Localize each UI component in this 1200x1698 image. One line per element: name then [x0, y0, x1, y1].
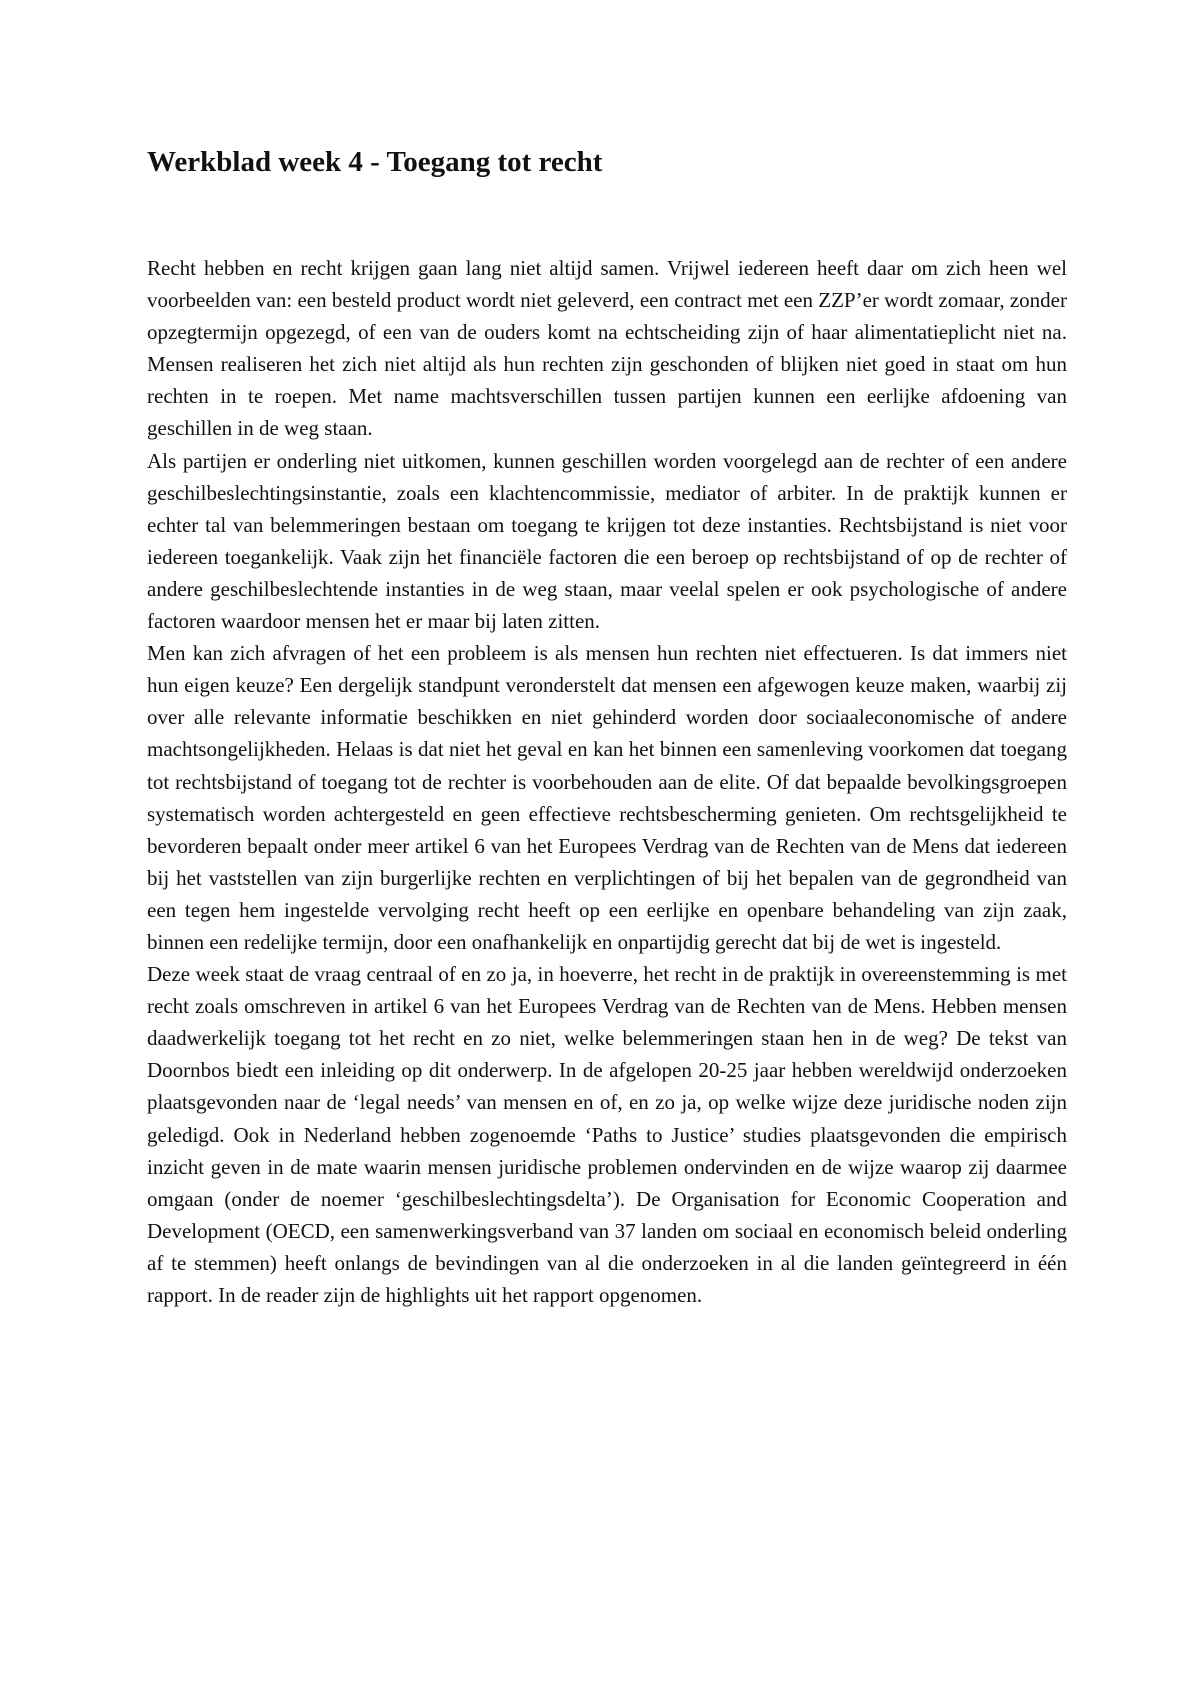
- paragraph-2: Als partijen er onderling niet uitkomen, kunnen geschillen worden voorgelegd aan de rechter of een andere geschilbeslechtingsinstantie, zoals een klachtencommissie, mediator of arbiter. In de praktijk kunnen er echter tal van belemmeringen bestaan om toegang te krijgen tot deze instanties. Rechtsbijstand is niet voor iedereen toegankelijk. Vaak zijn het financiële factoren die een beroep op rechtsbijstand of op de rechter of andere geschilbeslechtende instanties in de weg staan, maar veelal spelen er ook psychologische of andere factoren waardoor mensen het er maar bij laten zitten.: [147, 448, 1067, 634]
- paragraph-3: Men kan zich afvragen of het een probleem is als mensen hun rechten niet effectueren. Is dat immers niet hun eigen keuze? Een dergelijk standpunt veronderstelt dat mensen een afgewogen keuze maken, waarbij zij over alle relevante informatie beschikken en niet gehinderd worden door sociaaleconomische of andere machtsongelijkheden. Helaas is dat niet het geval en kan het binnen een samenleving voorkomen dat toegang tot rechtsbijstand of toegang tot de rechter is voorbehouden aan de elite. Of dat bepaalde bevolkingsgroepen systematisch worden achtergesteld en geen effectieve rechtsbescherming genieten. Om rechtsgelijkheid te bevorderen bepaalt onder meer artikel 6 van het Europees Verdrag van de Rechten van de Mens dat iedereen bij het vaststellen van zijn burgerlijke rechten en verplichtingen of bij het bepalen van de gegrondheid van een tegen hem ingestelde vervolging recht heeft op een eerlijke en openbare behandeling van zijn zaak, binnen een redelijke termijn, door een onafhankelijk en onpartijdig gerecht dat bij de wet is ingesteld.: [147, 641, 1067, 954]
- document-body: [147, 252, 1067, 1311]
- paragraph-4: Deze week staat de vraag centraal of en zo ja, in hoeverre, het recht in de praktijk in overeenstemming is met recht zoals omschreven in artikel 6 van het Europees Verdrag van de Rechten van de Mens. Hebben mensen daadwerkelijk toegang tot het recht en zo niet, welke belemmeringen staan hen in de weg? De tekst van Doornbos biedt een inleiding op dit onderwerp. In de afgelopen 20-25 jaar hebben wereldwijd onderzoeken plaatsgevonden naar de ‘legal needs’ van mensen en of, en zo ja, op welke wijze deze juridische noden zijn geledigd. Ook in Nederland hebben zogenoemde ‘Paths to Justice’ studies plaatsgevonden die empirisch inzicht geven in de mate waarin mensen juridische problemen ondervinden en de wijze waarop zij daarmee omgaan (onder de noemer ‘geschilbeslechtingsdelta’). De Organisation for Economic Cooperation and Development (OECD, een samenwerkingsverband van 37 landen om sociaal en economisch beleid onderling af te stemmen) heeft onlangs de bevindingen van al die onderzoeken in al die landen geïntegreerd in één rapport. In de reader zijn de highlights uit het rapport opgenomen.: [147, 962, 1067, 1307]
- document-title: Werkblad week 4 - Toegang tot recht: [147, 146, 603, 178]
- paragraph-1: Recht hebben en recht krijgen gaan lang niet altijd samen. Vrijwel iedereen heeft daar om zich heen wel voorbeelden van: een besteld product wordt niet geleverd, een contract met een ZZP’er wordt zomaar, zonder opzegtermijn opgezegd, of een van de ouders komt na echtscheiding zijn of haar alimentatieplicht niet na. Mensen realiseren het zich niet altijd als hun rechten zijn geschonden of blijken niet goed in staat om hun rechten in te roepen. Met name machtsverschillen tussen partijen kunnen een eerlijke afdoening van geschillen in de weg staan.: [147, 256, 1067, 441]
